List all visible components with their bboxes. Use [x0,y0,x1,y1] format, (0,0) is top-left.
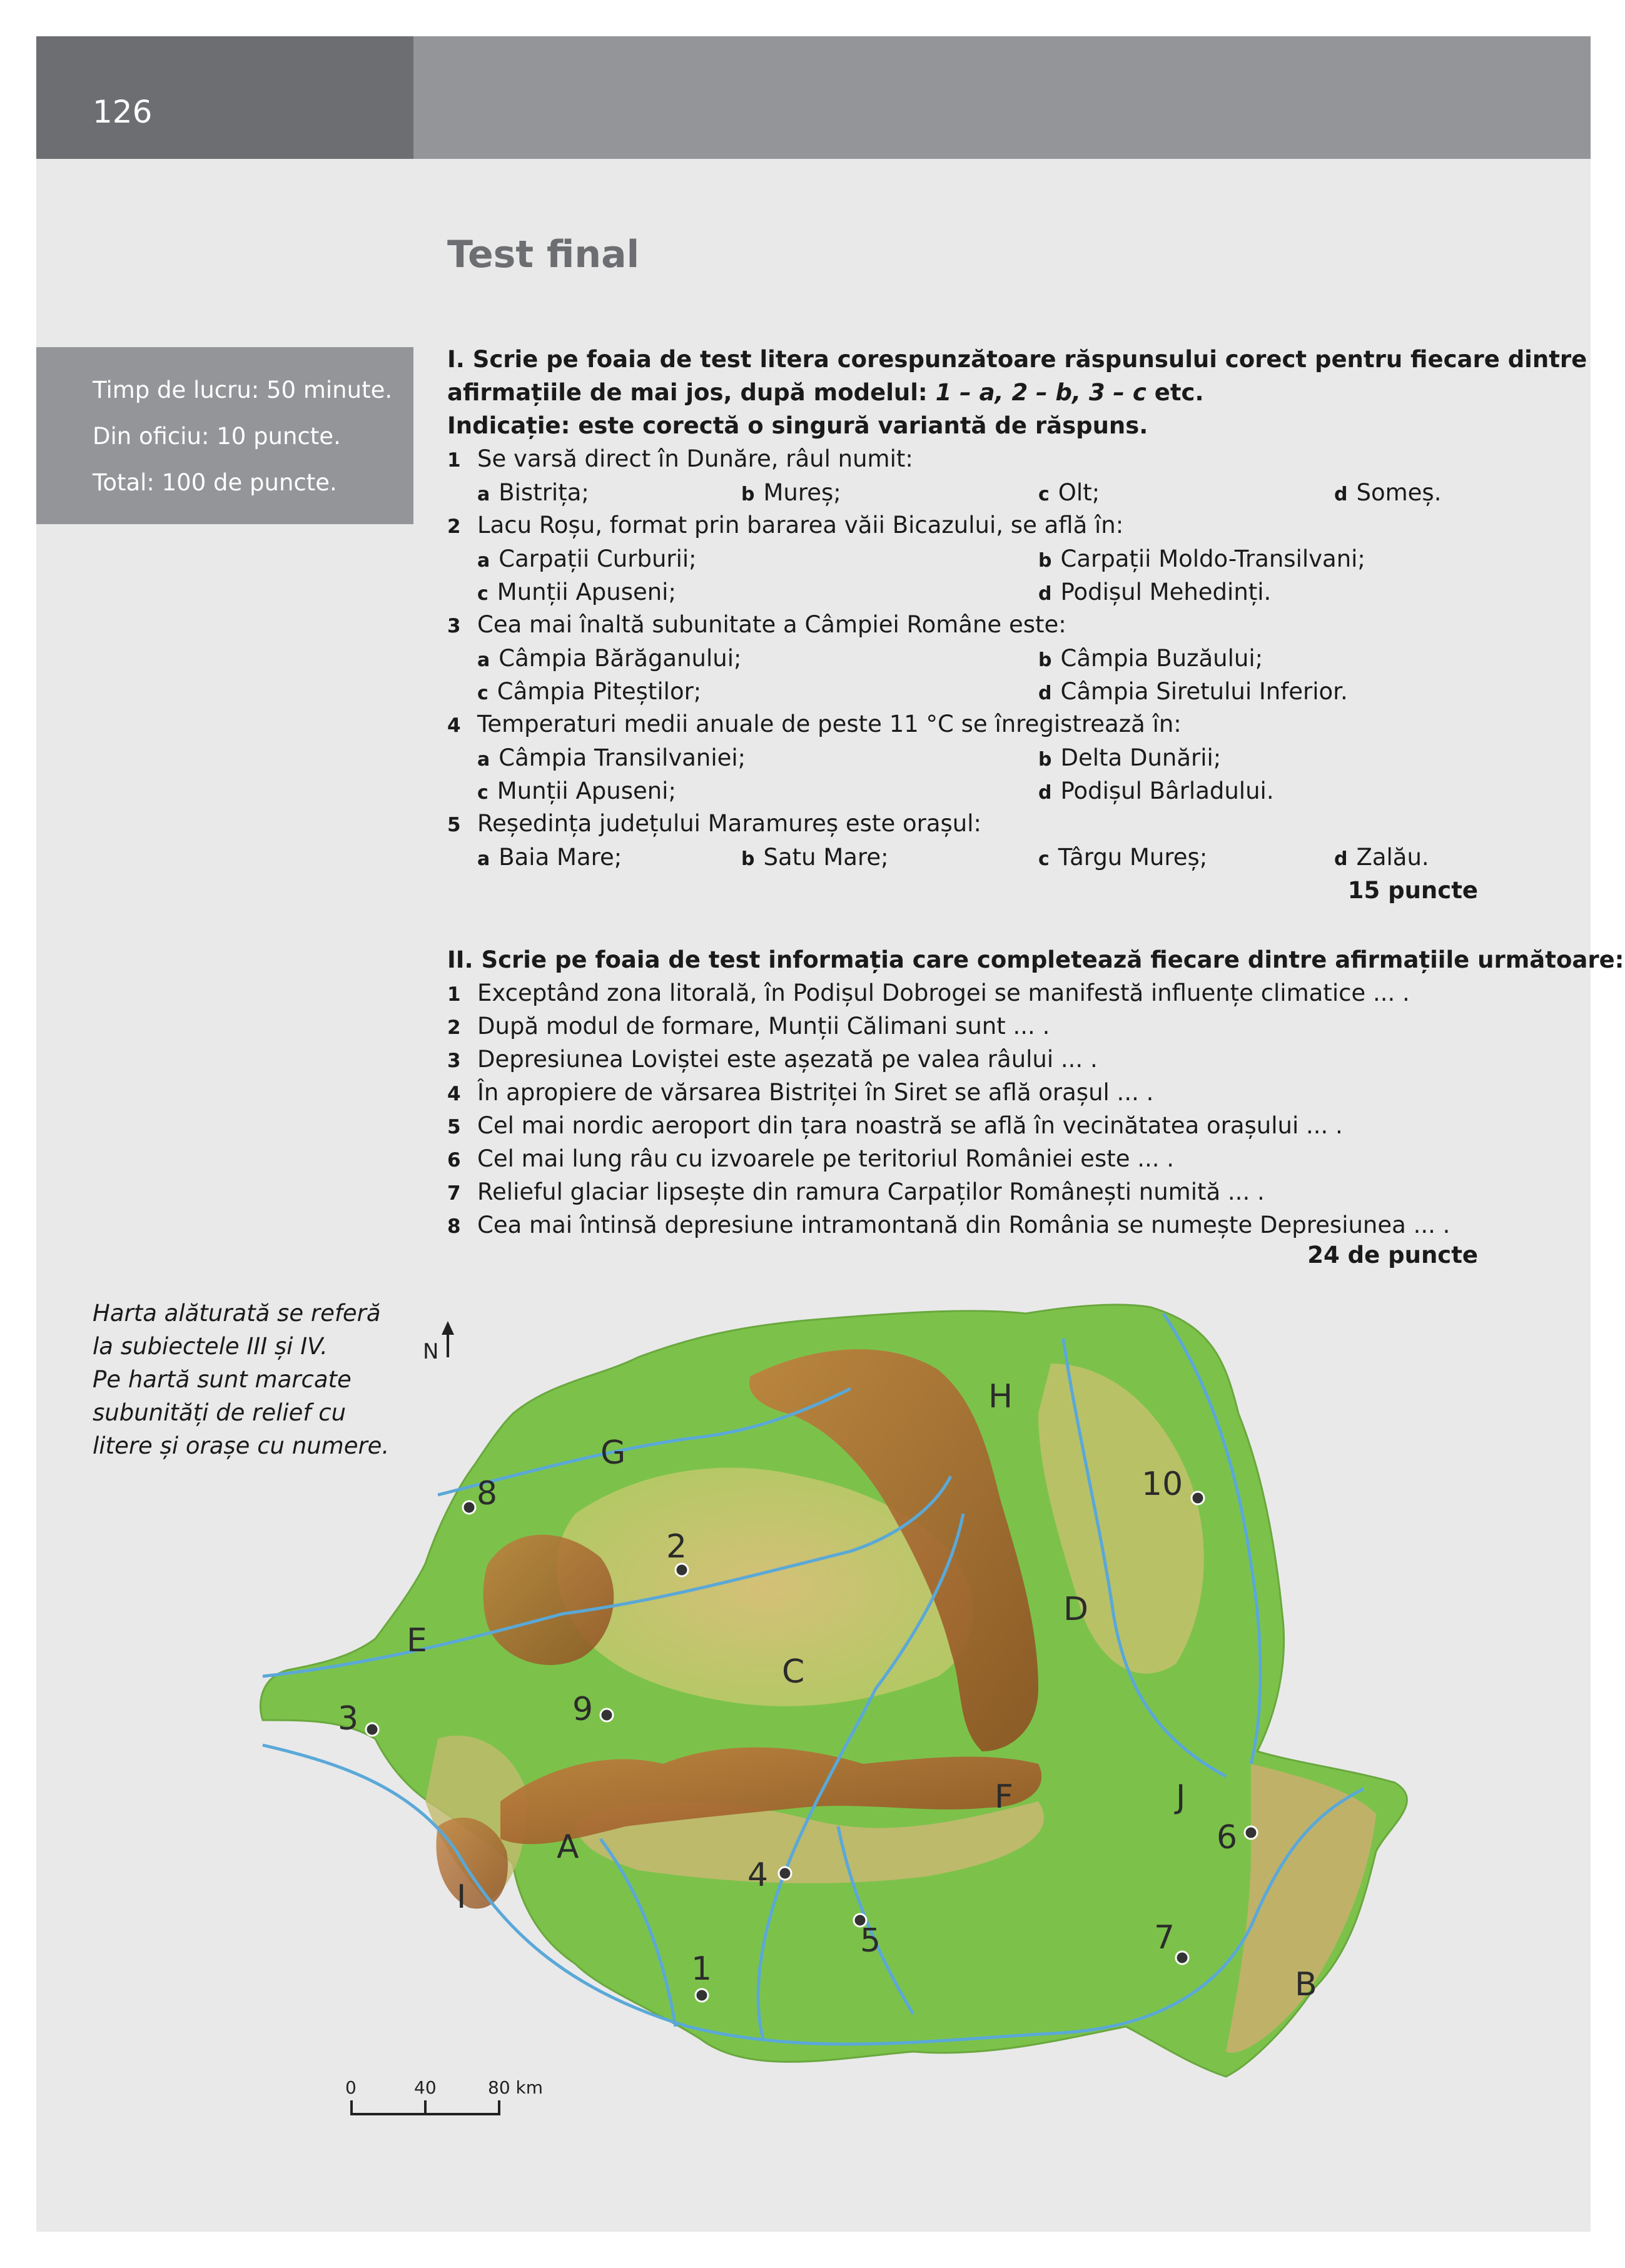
item-3: 3 Depresiunea Loviștei este așezată pe valea râului ... . [447,1046,1098,1073]
q3-option-c: c Câmpia Piteștilor; [477,678,702,705]
north-arrow-icon [423,1321,454,1364]
letter-I: I [457,1878,467,1916]
q1-option-a: a Bistrița; [477,479,589,506]
letter-H: H [988,1378,1013,1415]
q1-option-c: c Olt; [1038,479,1100,506]
section2-heading: II. Scrie pe foaia de test informația care completează fiecare dintre afirmațiile următoare: [447,946,1624,973]
svg-text:2: 2 [666,1528,687,1566]
svg-text:4: 4 [747,1856,769,1894]
question-2: 2 Lacu Roșu, format prin bararea văii Bicazului, se află în: [447,512,1124,539]
map-note: Harta alăturată se referă la subiectele III și IV. Pe hartă sunt marcate subunități de relief cu litere și orașe cu numere. [93,1300,390,1459]
section1-hint: Indicație: este corectă o singură variantă de răspuns. [447,412,1148,439]
item-2: 2 După modul de formare, Munții Călimani sunt ... . [447,1013,1050,1040]
item-5: 5 Cel mai nordic aeroport din țara noastră se află în vecinătatea orașului ... . [447,1112,1343,1139]
item-7: 7 Relieful glaciar lipsește din ramura Carpaților Românești numită ... . [447,1178,1265,1205]
item-6: 6 Cel mai lung râu cu izvoarele pe teritoriul României este ... . [447,1145,1175,1172]
question-4: 4 Temperaturi medii anuale de peste 11 °C se înregistrează în: [447,711,1182,737]
svg-text:N: N [423,1339,439,1364]
q4-option-a: a Câmpia Transilvaniei; [477,744,746,771]
q5-option-b: b Satu Mare; [741,844,889,871]
letter-F: F [995,1778,1013,1816]
letter-G: G [600,1434,626,1472]
q1-option-d: d Someș. [1334,479,1442,506]
letter-D: D [1063,1591,1089,1628]
svg-text:7: 7 [1154,1919,1175,1957]
q5-option-a: a Baia Mare; [477,844,622,871]
q2-option-b: b Carpații Moldo-Transilvani; [1038,545,1365,572]
default-points: Din oficiu: 10 puncte. [93,423,341,450]
svg-text:0: 0 [345,2077,357,2098]
scale-bar [345,2077,543,2115]
q1-option-b: b Mureș; [741,479,841,506]
svg-text:10: 10 [1142,1466,1183,1503]
item-8: 8 Cea mai întinsă depresiune intramontană din România se numește Depresiunea ... . [447,1212,1450,1238]
letter-C: C [782,1653,805,1691]
q2-option-a: a Carpații Curburii; [477,545,697,572]
header-right-band [413,36,1591,159]
q4-option-c: c Munții Apuseni; [477,777,676,804]
svg-text:1: 1 [691,1950,712,1988]
q5-option-c: c Târgu Mureș; [1038,844,1208,871]
svg-text:40: 40 [414,2077,437,2098]
svg-text:6: 6 [1217,1819,1238,1856]
q3-option-b: b Câmpia Buzăului; [1038,645,1263,672]
letter-E: E [407,1622,427,1659]
svg-text:80 km: 80 km [488,2077,544,2098]
q3-option-d: d Câmpia Siretului Inferior. [1038,678,1348,705]
section1-heading-line1: I. Scrie pe foaia de test litera corespunzătoare răspunsului corect pentru fiecare dintre [447,346,1587,373]
item-1: 1 Exceptând zona litorală, în Podișul Dobrogei se manifestă influențe climatice ... . [447,980,1410,1006]
total-points: Total: 100 de puncte. [93,469,337,496]
romania-relief-map [250,1288,1501,2145]
item-4: 4 În apropiere de vărsarea Bistriței în Siret se află orașul ... . [447,1079,1154,1106]
letter-A: A [557,1828,579,1866]
letter-B: B [1295,1966,1317,2003]
q2-option-d: d Podișul Mehedinți. [1038,579,1272,605]
question-1: 1 Se varsă direct în Dunăre, râul numit: [447,445,913,472]
svg-text:9: 9 [572,1691,594,1728]
section1-heading-line2: afirmațiile de mai jos, după modelul: 1 – a, 2 – b, 3 – c etc. [447,379,1204,406]
svg-text:5: 5 [860,1922,881,1960]
section1-points: 15 puncte [1347,877,1478,904]
apuseni-mountains [483,1535,614,1665]
svg-text:8: 8 [477,1475,498,1512]
q4-option-b: b Delta Dunării; [1038,744,1222,771]
question-5: 5 Reședința județului Maramureș este orașul: [447,810,981,837]
page-title: Test final [447,233,640,276]
svg-text:3: 3 [338,1700,359,1738]
q3-option-a: a Câmpia Bărăganului; [477,645,742,672]
q5-option-d: d Zalău. [1334,844,1429,871]
page-number: 126 [93,94,153,130]
question-3: 3 Cea mai înaltă subunitate a Câmpiei Române este: [447,611,1066,638]
q2-option-c: c Munții Apuseni; [477,579,676,605]
letter-J: J [1176,1778,1186,1816]
q4-option-d: d Podișul Bârladului. [1038,777,1274,804]
work-time: Timp de lucru: 50 minute. [93,377,393,403]
section2-points: 24 de puncte [1307,1242,1478,1268]
